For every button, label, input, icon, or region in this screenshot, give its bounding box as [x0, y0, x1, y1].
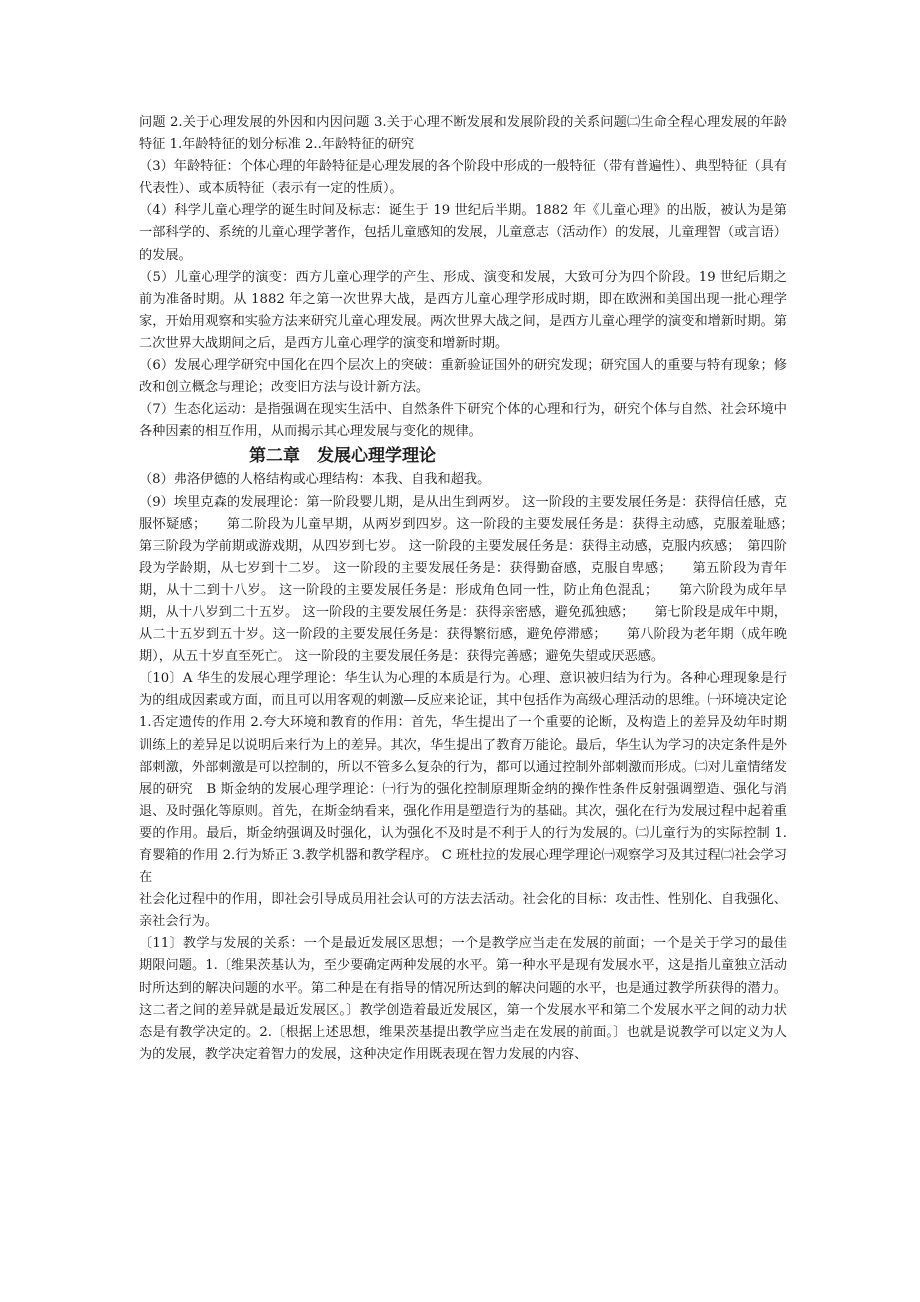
paragraph-11-teaching-development: 〔11〕教学与发展的关系：一个是最近发展区思想；一个是教学应当走在发展的前面；一个是关于学习的最佳期限问题。1.〔维果茨基认为，至少要确定两种发展的水平。第一种水平是现有发展水平，这是指儿童独立活动时所达到的解决问题的水平。第二种是在有指导的情况所达到的解决问题的水平，也是通过教学所获得的潜力。这二者之间的差异就是最近发展区。〕教学创造着最近发展区，第一个发展水平和第二个发展水平之间的动力状态是有教学决定的。2.〔根据上述思想，维果茨基提出教学应当走在发展的前面。〕也就是说教学可以定义为人为的发展，教学决定着智力的发展，这种决定作用既表现在智力发展的内容、	[139, 936, 787, 1062]
paragraph-intro-continuation: 问题 2.关于心理发展的外因和内因问题 3.关于心理不断发展和发展阶段的关系问题㈡生命全程心理发展的年龄特征 1.年龄特征的划分标准 2..年龄特征的研究	[139, 115, 787, 153]
chapter-title: 第二章 发展心理学理论	[249, 446, 436, 467]
paragraph-7-ecological-movement: （7）生态化运动：是指强调在现实生活中、自然条件下研究个体的心理和行为，研究个体与自然、社会环境中各种因素的相互作用，从而揭示其心理发展与变化的规律。	[139, 402, 787, 440]
paragraph-3-age-characteristics: （3）年龄特征：个体心理的年龄特征是心理发展的各个阶段中形成的一般特征（带有普遍性）、典型特征（具有代表性）、或本质特征（表示有一定的性质）。	[139, 159, 787, 197]
paragraph-4-child-psychology-origin: （4）科学儿童心理学的诞生时间及标志：诞生于 19 世纪后半期。1882 年《儿童心理》的出版，被认为是第一部科学的、系统的儿童心理学著作，包括儿童感知的发展，儿童意志（活动作）的发展，儿童理智（或言语）的发展。	[139, 203, 787, 263]
paragraph-10-behaviorism: 〔10〕A 华生的发展心理学理论：华生认为心理的本质是行为。心理、意识被归结为行为。各种心理现象是行为的组成因素或方面，而且可以用客观的刺激—反应来论证，其中包括作为高级心理活动的思维。㈠环境决定论 1.否定遗传的作用 2.夸大环境和教育的作用：首先，华生提出了一个重要的论断，及构造上的差异及幼年时期训练上的差异足以说明后来行为上的差异。其次，华生提出了教育万能论。最后，华生认为学习的决定条件是外部刺激，外部刺激是可以控制的，所以不管多么复杂的行为，都可以通过控制外部刺激而形成。㈡对儿童情绪发展的研究 B 斯金纳的发展心理学理论：㈠行为的强化控制原理斯金纳的操作性条件反射强调塑造、强化与消退、及时强化等原则。首先，在斯金纳看来，强化作用是塑造行为的基础。其次，强化在行为发展过程中起着重要的作用。最后，斯金纳强调及时强化，认为强化不及时是不利于人的行为发展的。㈡儿童行为的实际控制 1.育婴箱的作用 2.行为矫正 3.教学机器和教学程序。 C 班杜拉的发展心理学理论㈠观察学习及其过程㈡社会学习在	[139, 671, 787, 886]
paragraph-6-localization: （6）发展心理学研究中国化在四个层次上的突破：重新验证国外的研究发现；研究国人的重要与特有现象；修改和创立概念与理论；改变旧方法与设计新方法。	[139, 358, 787, 396]
paragraph-9-erikson: （9）埃里克森的发展理论：第一阶段婴儿期，是从出生到两岁。 这一阶段的主要发展任务是：获得信任感，克服怀疑感； 第二阶段为儿童早期，从两岁到四岁。这一阶段的主要发展任务是：获得主动感，克服羞耻感； 第三阶段为学前期或游戏期，从四岁到七岁。 这一阶段的主要发展任务是：获得主动感，克服内疚感； 第四阶段为学龄期，从七岁到十二岁。 这一阶段的主要发展任务是：获得勤奋感，克服自卑感； 第五阶段为青年期，从十二到十八岁。 这一阶段的主要发展任务是：形成角色同一性，防止角色混乱； 第六阶段为成年早期，从十八岁到二十五岁。 这一阶段的主要发展任务是：获得亲密感，避免孤独感； 第七阶段是成年中期，从二十五岁到五十岁。这一阶段的主要发展任务是：获得繁衍感，避免停滞感； 第八阶段为老年期（成年晚期），从五十岁直至死亡。 这一阶段的主要发展任务是：获得完善感；避免失望或厌恶感。	[139, 494, 814, 665]
paragraph-5-child-psychology-evolution: （5）儿童心理学的演变：西方儿童心理学的产生、形成、演变和发展，大致可分为四个阶段。19 世纪后期之前为准备时期。从 1882 年之第一次世界大战，是西方儿童心理学形成时期，即在欧洲和美国出现一批心理学家，开始用观察和实验方法来研究儿童心理发展。两次世界大战之间，是西方儿童心理学的演变和增新时期。第二次世界大战期间之后，是西方儿童心理学的演变和增新时期。	[139, 269, 787, 351]
paragraph-10-socialization: 社会化过程中的作用，即社会引导成员用社会认可的方法去活动。社会化的目标：攻击性、性别化、自我强化、亲社会行为。	[139, 892, 787, 930]
document-page	[139, 112, 814, 1066]
paragraph-8-freud: （8）弗洛伊德的人格结构或心理结构：本我、自我和超我。	[139, 472, 491, 488]
